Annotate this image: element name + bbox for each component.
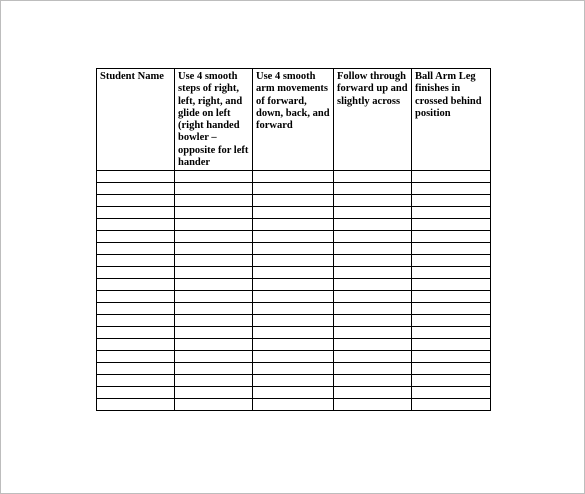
table-cell (97, 303, 175, 315)
table-row (97, 207, 491, 219)
table-cell (412, 267, 491, 279)
table-cell (97, 351, 175, 363)
table-row (97, 195, 491, 207)
table-cell (253, 255, 334, 267)
table-cell (412, 303, 491, 315)
table-cell (412, 387, 491, 399)
header-row (97, 69, 491, 171)
table-cell (412, 363, 491, 375)
table-cell (175, 303, 253, 315)
table-cell (253, 195, 334, 207)
table-cell (334, 327, 412, 339)
table-cell (97, 339, 175, 351)
table-cell (253, 171, 334, 183)
table-cell (334, 171, 412, 183)
table-cell (253, 303, 334, 315)
table-cell (253, 279, 334, 291)
table-cell (334, 231, 412, 243)
table-cell (412, 327, 491, 339)
table-row (97, 171, 491, 183)
table-cell (412, 279, 491, 291)
table-cell (334, 243, 412, 255)
table-cell (175, 363, 253, 375)
table-row (97, 255, 491, 267)
table-row (97, 231, 491, 243)
table-cell (175, 387, 253, 399)
header-follow-through: Follow through forward up and slightly across (334, 69, 412, 171)
table-cell (334, 267, 412, 279)
table-row (97, 303, 491, 315)
table-cell (253, 387, 334, 399)
table-cell (334, 303, 412, 315)
table-cell (253, 363, 334, 375)
table-cell (253, 291, 334, 303)
table-row (97, 219, 491, 231)
table-cell (97, 363, 175, 375)
table-cell (334, 279, 412, 291)
table-cell (253, 207, 334, 219)
table-cell (97, 231, 175, 243)
table-cell (412, 291, 491, 303)
table-row (97, 315, 491, 327)
table-cell (253, 219, 334, 231)
table-cell (97, 195, 175, 207)
table-cell (97, 267, 175, 279)
table-cell (175, 183, 253, 195)
table-cell (97, 279, 175, 291)
table-cell (175, 207, 253, 219)
header-student-name: Student Name (97, 69, 175, 171)
table-cell (97, 183, 175, 195)
header-arm-movements: Use 4 smooth arm movements of forward, down, back, and forward (253, 69, 334, 171)
table-cell (334, 339, 412, 351)
table-cell (253, 231, 334, 243)
table-cell (412, 183, 491, 195)
table-cell (175, 315, 253, 327)
header-steps: Use 4 smooth steps of right, left, right, and glide on left (right handed bowler – opposite for left hander (175, 69, 253, 171)
table-row (97, 387, 491, 399)
table-cell (334, 363, 412, 375)
table-cell (97, 387, 175, 399)
table-cell (412, 375, 491, 387)
table-cell (97, 243, 175, 255)
table-row (97, 291, 491, 303)
table-cell (175, 327, 253, 339)
table-cell (334, 195, 412, 207)
table-body (97, 171, 491, 411)
table-cell (97, 255, 175, 267)
table-cell (97, 219, 175, 231)
table-cell (253, 327, 334, 339)
table-row (97, 279, 491, 291)
table-row (97, 327, 491, 339)
header-finish-position: Ball Arm Leg finishes in crossed behind position (412, 69, 491, 171)
table-row (97, 339, 491, 351)
table-cell (253, 183, 334, 195)
table-cell (175, 243, 253, 255)
table-cell (97, 207, 175, 219)
table-cell (175, 219, 253, 231)
table-cell (97, 327, 175, 339)
table-cell (334, 291, 412, 303)
table-cell (175, 351, 253, 363)
table-cell (175, 399, 253, 411)
table-cell (175, 291, 253, 303)
table-cell (334, 315, 412, 327)
table-cell (97, 315, 175, 327)
table-cell (253, 243, 334, 255)
table-cell (412, 219, 491, 231)
table-cell (334, 387, 412, 399)
table-cell (412, 195, 491, 207)
table-cell (334, 207, 412, 219)
table-cell (334, 219, 412, 231)
table-cell (175, 231, 253, 243)
assessment-table (96, 68, 491, 411)
table-cell (334, 375, 412, 387)
table-cell (253, 375, 334, 387)
table-cell (334, 183, 412, 195)
table-cell (412, 399, 491, 411)
table-cell (175, 375, 253, 387)
table-cell (175, 339, 253, 351)
table-cell (412, 243, 491, 255)
table-cell (334, 255, 412, 267)
table-cell (334, 399, 412, 411)
table-cell (253, 339, 334, 351)
table-cell (175, 195, 253, 207)
table-cell (412, 339, 491, 351)
table-cell (97, 399, 175, 411)
table-cell (175, 267, 253, 279)
table-cell (412, 255, 491, 267)
table-row (97, 351, 491, 363)
table-row (97, 183, 491, 195)
table-cell (253, 267, 334, 279)
table-cell (253, 399, 334, 411)
table-cell (334, 351, 412, 363)
table-cell (175, 255, 253, 267)
table-header (97, 69, 491, 171)
table-cell (175, 279, 253, 291)
table-row (97, 363, 491, 375)
table-row (97, 375, 491, 387)
table-cell (412, 315, 491, 327)
table-cell (175, 171, 253, 183)
table-cell (412, 351, 491, 363)
table-cell (412, 207, 491, 219)
table-cell (97, 171, 175, 183)
table-row (97, 243, 491, 255)
table-cell (412, 231, 491, 243)
table-cell (97, 291, 175, 303)
table-cell (412, 171, 491, 183)
table-cell (253, 351, 334, 363)
table-row (97, 399, 491, 411)
table-row (97, 267, 491, 279)
table-cell (97, 375, 175, 387)
table-cell (253, 315, 334, 327)
